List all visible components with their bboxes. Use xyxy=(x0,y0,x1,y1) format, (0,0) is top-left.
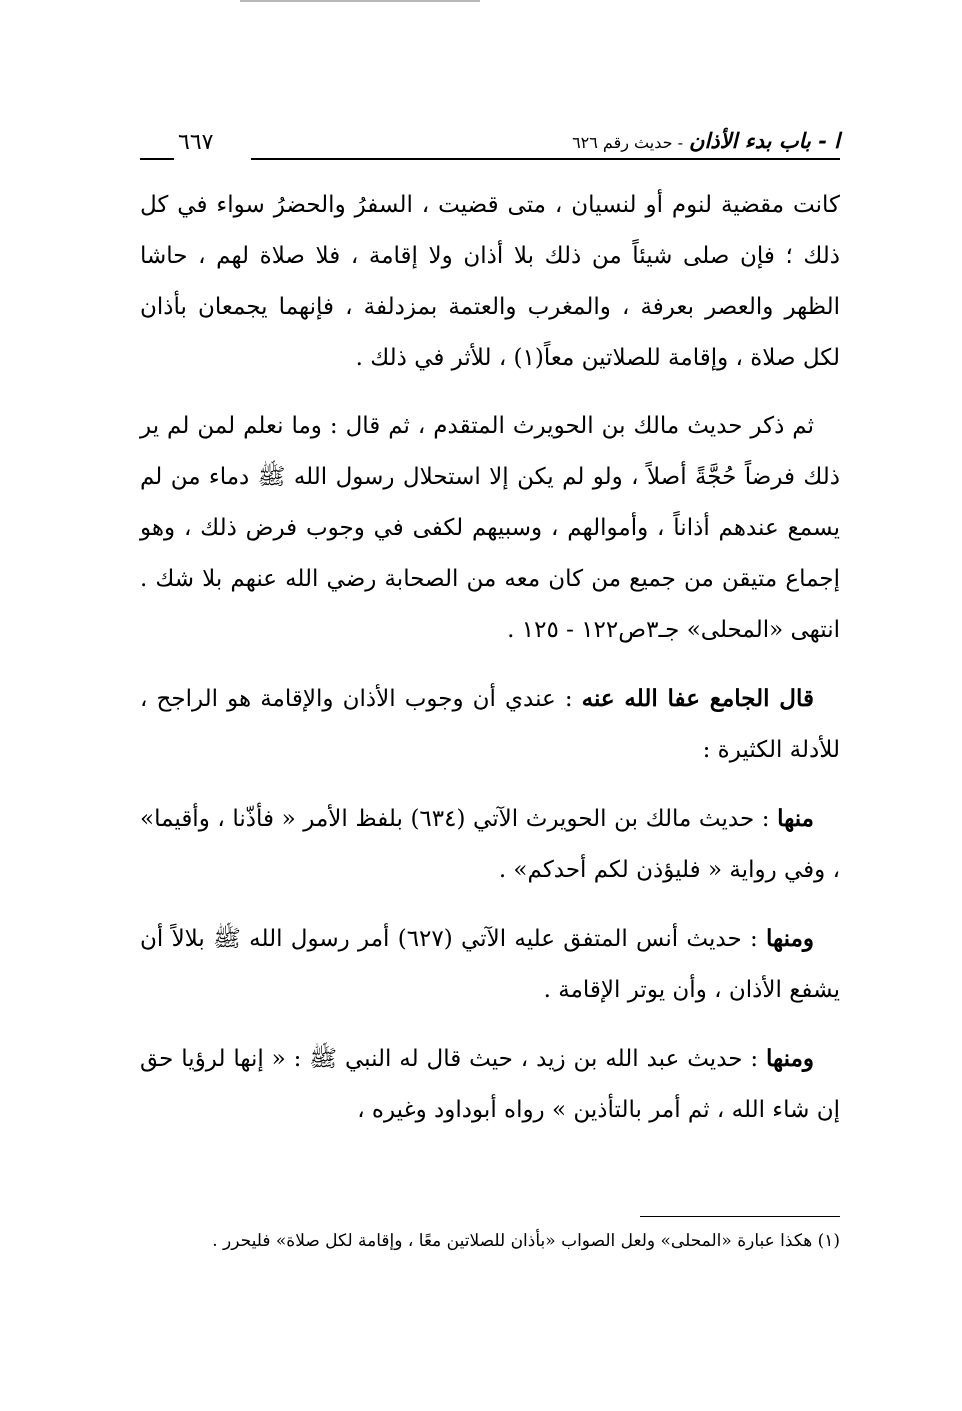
paragraph-1 xyxy=(140,180,840,384)
footnote-rule xyxy=(640,1216,840,1217)
paragraph-4 xyxy=(140,793,840,896)
main-text xyxy=(140,180,840,1136)
paragraph-lead: ومنها xyxy=(766,1045,814,1072)
footnotes xyxy=(140,1216,840,1257)
paragraph-text: : عندي أن وجوب الأذان والإقامة هو الراجح ، للأدلة الكثيرة : xyxy=(140,686,840,763)
paragraph-text: : حديث أنس المتفق عليه الآتي (٦٢٧) أمر رسول الله ﷺ بلالاً أن يشفع الأذان ، وأن يوتر الإقامة . xyxy=(140,926,840,1003)
paragraph-3 xyxy=(140,673,840,776)
footnote-1: (١) هكذا عبارة «المحلى» ولعل الصواب «بأذان للصلاتين معًا ، وإقامة لكل صلاة» فليحرر . xyxy=(212,1231,840,1251)
paragraph-text: : حديث عبد الله بن زيد ، حيث قال له النبي ﷺ : « إنها لرؤيا حق إن شاء الله ، ثم أمر بالتأذين » رواه أبوداود وغيره ، xyxy=(140,1046,840,1123)
chapter-title: ا - باب بدء الأذان xyxy=(689,128,840,153)
paragraph-lead: قال الجامع عفا الله عنه xyxy=(581,685,815,712)
paragraph-text: ثم ذكر حديث مالك بن الحويرث المتقدم ، ثم قال : وما نعلم لمن لم ير ذلك فرضاً حُجَّةً أصلاً ، ولو لم يكن إلا استحلال رسول الله ﷺ دماء من لم يسمع عندهم أذاناً ، وأموالهم ، وسبيهم لكفى في وجوب فرض ذلك ، وهو إجماع متيقن من جميع من كان معه من الصحابة رضي الله عنهم بلا شك . انتهى «المحلى» جـ٣ص١٢٢ - ١٢٥ . xyxy=(140,413,840,643)
hadith-number: - حديث رقم ٦٢٦ xyxy=(572,133,683,152)
header-rule xyxy=(251,158,840,160)
paragraph-lead: ومنها xyxy=(766,925,814,952)
top-rule xyxy=(240,0,480,2)
header-rule-short xyxy=(140,158,174,160)
page-number: ٦٦٧ xyxy=(178,130,214,155)
paragraph-5 xyxy=(140,913,840,1016)
paragraph-lead: منها xyxy=(777,805,814,832)
paragraph-2 xyxy=(140,401,840,656)
header-title xyxy=(572,128,840,153)
paragraph-6 xyxy=(140,1033,840,1136)
paragraph-text: كانت مقضية لنوم أو لنسيان ، متى قضيت ، السفرُ والحضرُ سواء في كل ذلك ؛ فإن صلى شيئاً من ذلك بلا أذان ولا إقامة ، فلا صلاة لهم ، حاشا الظهر والعصر بعرفة ، والمغرب والعتمة بمزدلفة ، فإنهما يجمعان بأذان لكل صلاة ، وإقامة للصلاتين معاً(١) ، للأثر في ذلك . xyxy=(140,192,840,371)
running-header xyxy=(140,120,840,166)
paragraph-text: : حديث مالك بن الحويرث الآتي (٦٣٤) بلفظ الأمر « فأذّنا ، وأقيما» ، وفي رواية « فليؤذن لكم أحدكم» . xyxy=(140,806,840,883)
